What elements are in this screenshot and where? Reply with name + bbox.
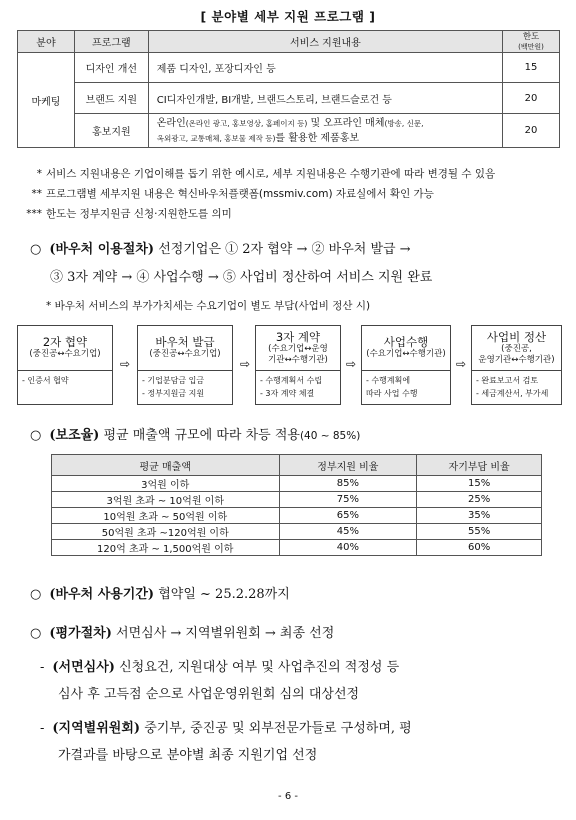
program-cell: 홍보지원 [74, 114, 148, 148]
header-service: 서비스 지원내용 [148, 31, 502, 53]
flow-step-item: - 3자 계약 체결 [260, 389, 315, 398]
table-row [52, 524, 542, 540]
flow-step-item: - 인증서 협약 [22, 376, 69, 385]
program-table [17, 30, 560, 148]
header-gov-ratio: 정부지원 비율 [279, 455, 417, 476]
page-number: - 6 - [278, 791, 298, 802]
flow-step-body [256, 371, 340, 403]
section-text: 선정기업은 ① 2자 협약 → ② 바우처 발급 → [154, 242, 411, 257]
service-text: 를 활용한 제품홍보 [275, 132, 360, 144]
flow-step-body [18, 371, 112, 390]
flow-step-item: - 정부지원금 지원 [142, 389, 205, 398]
section-text: 협약일 ~ 25.2.28까지 [154, 587, 290, 602]
table-row [52, 476, 542, 492]
ratio-section [30, 424, 550, 443]
note-text: 한도는 정부지원금 신청·지원한도를 의미 [46, 208, 232, 220]
procedure-section [30, 238, 550, 257]
table-row [52, 540, 542, 556]
sales-cell: 120억 초과 ~ 1,500억원 이하 [52, 540, 280, 556]
flow-step-sub: (중진공↔수요기업) [149, 349, 221, 359]
note-line [18, 204, 563, 224]
flow-step-sub: 운영기관↔수행기관) [478, 354, 555, 365]
flow-step-title: 사업비 정산 [486, 329, 547, 344]
para-label: (지역별위원회) [52, 721, 141, 736]
gov-ratio-cell: 40% [279, 540, 417, 556]
procedure-line2: ③ 3자 계약 → ④ 사업수행 → ⑤ 사업비 정산하여 서비스 지원 완료 [50, 270, 433, 285]
service-cell: 제품 디자인, 포장디자인 등 [148, 53, 502, 83]
bullet-circle: ○ [30, 242, 42, 257]
note-line [18, 184, 563, 204]
dash-marker: - [40, 660, 45, 675]
note-mark: ** [31, 188, 42, 200]
ratio-range: (40 ~ 85%) [299, 430, 361, 442]
ratio-table [51, 454, 542, 556]
flow-step-sub: (중진공, [501, 343, 532, 354]
page-title: [ 분야별 세부 지원 프로그램 ] [200, 9, 376, 24]
flow-step-agreement [17, 325, 113, 405]
table-row [18, 83, 560, 114]
header-program: 프로그램 [74, 31, 148, 53]
service-cell [148, 114, 502, 148]
section-label: (평가절차) [49, 626, 112, 641]
section-label: (바우처 이용절차) [49, 242, 155, 257]
limit-cell: 20 [503, 114, 560, 148]
table-row [52, 492, 542, 508]
flow-arrow: ⇨ [455, 357, 467, 371]
flow-step-body [138, 371, 232, 403]
section-text: 평균 매출액 규모에 따라 차등 적용 [99, 428, 300, 443]
flow-step-sub: 기관↔수행기관) [268, 354, 328, 365]
table-row [18, 53, 560, 83]
flow-step-body [362, 371, 450, 403]
gov-ratio-cell: 75% [279, 492, 417, 508]
bullet-circle: ○ [30, 428, 42, 443]
header-self-ratio: 자기부담 비율 [417, 455, 542, 476]
flow-step-title: 바우처 발급 [155, 335, 215, 349]
period-section [30, 583, 550, 602]
regional-committee-para [40, 717, 412, 736]
document-review-para [40, 656, 399, 675]
service-subtext: 옥외광고, 교통매체, 홍보물 제작 등) [156, 133, 276, 143]
gov-ratio-cell: 65% [279, 508, 417, 524]
note-mark: *** [26, 208, 42, 220]
flow-step-head [18, 326, 112, 371]
header-sales: 평균 매출액 [52, 455, 280, 476]
program-cell: 브랜드 지원 [74, 83, 148, 114]
sales-cell: 50억원 초과 ~120억원 이하 [52, 524, 280, 540]
field-cell: 마케팅 [18, 53, 75, 148]
header-field: 분야 [18, 31, 75, 53]
table-row [18, 114, 560, 148]
table-header-row [52, 455, 542, 476]
flow-step-head [138, 326, 232, 371]
self-ratio-cell: 15% [417, 476, 542, 492]
flow-step-voucher [137, 325, 233, 405]
flow-step-title: 3자 계약 [275, 329, 321, 344]
flow-step-title: 사업수행 [383, 335, 429, 349]
flow-step-sub: (수요기업↔수행기관) [366, 349, 446, 359]
limit-cell: 20 [503, 83, 560, 114]
service-subtext: (방송, 신문, [384, 118, 424, 128]
note-text: 서비스 지원내용은 기업이해를 돕기 위한 예시로, 세부 지원내용은 수행기관에 따라 변경될 수 있음 [46, 168, 496, 180]
service-text: 온라인 [156, 117, 186, 129]
flow-step-body [472, 371, 561, 403]
flow-step-contract [255, 325, 341, 405]
flow-step-settlement [471, 325, 562, 405]
bullet-circle: ○ [30, 587, 42, 602]
note-mark: * [36, 168, 42, 180]
flow-step-head [362, 326, 450, 371]
header-limit [503, 31, 560, 53]
para-label: (서면심사) [52, 660, 115, 675]
flow-step-item: - 수행계획서 수립 [260, 376, 323, 385]
flow-step-sub: (중진공↔수요기업) [29, 349, 101, 359]
flow-step-item: - 완료보고서 검토 [476, 376, 539, 385]
section-label: (바우처 사용기간) [49, 587, 155, 602]
flow-step-item: - 세금계산서, 부가세 [476, 389, 549, 398]
header-limit-unit: (백만원) [518, 42, 544, 51]
flow-step-item: - 수행계획에 [366, 376, 411, 385]
flow-step-sub: (수요기업↔운영 [268, 343, 328, 354]
flow-arrow: ⇨ [239, 357, 251, 371]
sales-cell: 3억원 초과 ~ 10억원 이하 [52, 492, 280, 508]
flow-arrow: ⇨ [345, 357, 357, 371]
document-review-line2: 심사 후 고득점 순으로 사업운영위원회 심의 대상선정 [58, 687, 360, 702]
limit-cell: 15 [503, 53, 560, 83]
sales-cell: 10억원 초과 ~ 50억원 이하 [52, 508, 280, 524]
table-row [52, 508, 542, 524]
note-line [18, 164, 563, 184]
flow-step-execution [361, 325, 451, 405]
section-label: (보조율) [49, 428, 100, 443]
self-ratio-cell: 35% [417, 508, 542, 524]
table-notes [18, 164, 563, 224]
gov-ratio-cell: 85% [279, 476, 417, 492]
flow-step-item: - 기업분담금 입금 [142, 376, 205, 385]
gov-ratio-cell: 45% [279, 524, 417, 540]
para-text: 신청요건, 지원대상 여부 및 사업추진의 적정성 등 [114, 660, 400, 675]
flow-step-head [256, 326, 340, 371]
flow-arrow: ⇨ [119, 357, 131, 371]
procedure-note: * 바우처 서비스의 부가가치세는 수요기업이 별도 부담(사업비 정산 시) [46, 300, 371, 312]
regional-committee-line2: 가결과를 바탕으로 분야별 최종 지원기업 선정 [58, 748, 318, 763]
self-ratio-cell: 55% [417, 524, 542, 540]
dash-marker: - [40, 721, 45, 736]
service-subtext: (온라인 광고, 홍보영상, 홈페이지 등) [185, 118, 308, 128]
procedure-flow [17, 325, 555, 407]
flow-step-title: 2자 협약 [42, 335, 88, 349]
bullet-circle: ○ [30, 626, 42, 641]
header-limit-label: 한도 [522, 31, 540, 42]
evaluation-section [30, 622, 550, 641]
para-text: 중기부, 중진공 및 외부전문가들로 구성하며, 평 [140, 721, 412, 736]
service-text: 및 오프라인 매체 [307, 117, 385, 129]
program-cell: 디자인 개선 [74, 53, 148, 83]
note-text: 프로그램별 세부지원 내용은 혁신바우처플랫폼(mssmiv.com) 자료실에서 확인 가능 [46, 188, 434, 200]
sales-cell: 3억원 이하 [52, 476, 280, 492]
flow-step-head [472, 326, 561, 371]
service-cell: CI디자인개발, BI개발, 브랜드스토리, 브랜드슬로건 등 [148, 83, 502, 114]
self-ratio-cell: 60% [417, 540, 542, 556]
table-header-row [18, 31, 560, 53]
section-text: 서면심사 → 지역별위원회 → 최종 선정 [111, 626, 335, 641]
flow-step-item: 따라 사업 수행 [366, 389, 418, 398]
self-ratio-cell: 25% [417, 492, 542, 508]
